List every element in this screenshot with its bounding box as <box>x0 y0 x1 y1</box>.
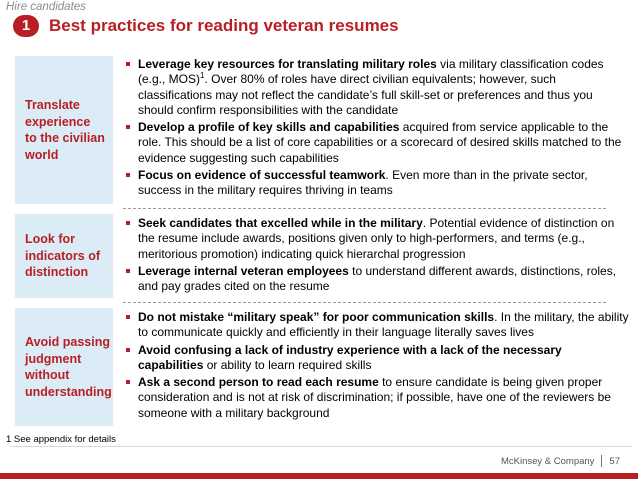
bullet-text: . Even more than in the private sector, success in the military requires thriving in teams <box>138 168 588 198</box>
bullet-item <box>120 120 630 166</box>
bullet-item <box>120 264 630 295</box>
bullet-text: to ensure candidate is being given proper consideration and is not at risk of discrimination; if possible, have one of the reviewers be someone with a military background <box>138 375 611 420</box>
bullet-text: . In the military, the ability to communicate quickly and efficiently in their language literally saves lives <box>138 310 629 340</box>
footnote: 1 See appendix for details <box>6 434 116 445</box>
section-label-text: Translate experience to the civilian world <box>25 98 105 162</box>
bullet-item <box>120 216 630 262</box>
bullet-bold: Develop a profile of key skills and capabilities <box>138 120 400 135</box>
bullet-bold: Avoid confusing a lack of industry experience with a lack of the necessary capabilities <box>138 342 562 372</box>
section-label-text: Look for indicators of distinction <box>25 232 101 280</box>
bullet-bold: Leverage internal veteran employees <box>138 263 349 278</box>
section-distinction-bullets <box>120 216 630 296</box>
section-judgment-bullets <box>120 310 630 423</box>
bullet-bold: Focus on evidence of successful teamwork <box>138 168 386 183</box>
bullet-text: . Potential evidence of distinction on the resume include awards, positions given only to high-performers, and terms (e.g., meritorious promotion) indicating quick hierarchal progression <box>138 216 615 261</box>
bullet-item <box>120 168 630 199</box>
bullet-text: or ability to learn required skills <box>203 357 372 372</box>
bullet-item <box>120 343 630 374</box>
footer-separator <box>601 455 602 467</box>
section-translate-bullets <box>120 57 630 201</box>
section-label-judgment <box>15 308 113 426</box>
bullet-item <box>120 375 630 421</box>
bullet-text: to understand different awards, distinctions, roles, and pay grades cited on the resume <box>138 263 617 294</box>
bullet-bold: Ask a second person to read each resume <box>138 375 379 390</box>
section-kicker: Hire candidates <box>6 1 86 13</box>
section-label-text: Avoid passing judgment without understanding <box>25 335 112 399</box>
bullet-item <box>120 310 630 341</box>
bullet-bold: Seek candidates that excelled while in the military <box>138 216 423 230</box>
footnote-ref: 1 <box>200 71 205 81</box>
footer <box>501 455 620 467</box>
section-divider <box>123 302 606 303</box>
bullet-item <box>120 57 630 118</box>
section-label-distinction <box>15 214 113 298</box>
page-title: Best practices for reading veteran resumes <box>49 16 399 35</box>
page-number: 57 <box>609 455 620 467</box>
bullet-text: acquired from service applicable to the role. This should be a list of core capabilities or a scorecard of desired skills matched to the evidence suggesting such capabilities <box>138 120 622 165</box>
company-name: McKinsey & Company <box>500 455 595 467</box>
bullet-text: . Over 80% of roles have direct civilian equivalents; however, such classifications may not reflect the candidate’s full skill-set or preferences and thus you should confirm responsibilities with the candidate <box>138 72 593 117</box>
bottom-accent-bar <box>0 473 638 479</box>
bullet-bold: Do not mistake “military speak” for poor communication skills <box>138 310 495 324</box>
step-number-badge: 1 <box>13 15 39 37</box>
section-divider <box>123 208 606 209</box>
footer-rule <box>10 446 632 447</box>
section-label-translate <box>15 56 113 204</box>
bullet-bold: Leverage key resources for translating military roles <box>138 57 437 71</box>
bullet-text: via military classification codes (e.g., MOS) <box>138 57 604 87</box>
